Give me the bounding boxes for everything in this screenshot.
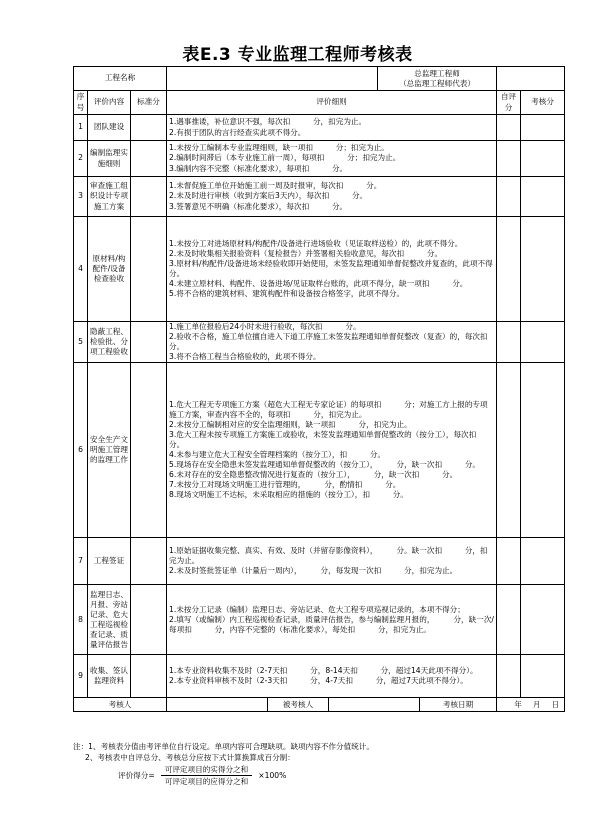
row-self-score[interactable] — [497, 363, 521, 538]
row-detail — [167, 322, 511, 363]
detail-line: 2.编制时间滞后（本专业施工前一周），每项扣 分；扣完为止。 — [169, 153, 401, 163]
detail-line: 2.有损于团队的言行经查实此项不得分。 — [169, 127, 306, 137]
table-row — [74, 655, 565, 698]
chief-engineer-label: 总监理工程师 （总监理工程师代表） — [399, 69, 475, 88]
notes — [73, 741, 564, 787]
row-content: 监理日志、月报、旁站记录、危大工程巡视检查记录、质量评估报告 — [88, 585, 131, 655]
row-seq: 1 — [74, 115, 88, 141]
detail-line: 1.危大工程无专项施工方案（超危大工程无专家论证）的每项扣 分；对施工方上报的专项施工方案，审查内容不全的，每项扣 分，扣完为止。 — [169, 399, 488, 419]
row-detail — [167, 585, 497, 655]
row-self-score[interactable] — [497, 115, 521, 141]
col-self-score: 自评分 — [497, 91, 521, 115]
row-detail — [167, 141, 497, 177]
detail-line: 1.未按分工编制本专业监理细则，缺一项扣 分；扣完为止。 — [169, 143, 389, 153]
row-self-score[interactable] — [497, 217, 521, 322]
detail-line: 5.将不合格的建筑材料、建筑构配件和设备按合格签字，此项不得分。 — [169, 289, 405, 299]
formula-denominator: 可评定项目的应得分之和 — [164, 777, 249, 786]
project-name-value[interactable] — [167, 67, 378, 90]
row-detail — [167, 655, 497, 698]
assessee-label: 被考核人 — [268, 698, 329, 711]
row-self-score[interactable] — [497, 538, 521, 585]
table-row — [74, 538, 565, 585]
row-standard-score[interactable] — [131, 115, 167, 141]
detail-line: 2.未按分工编制相对应的安全监理细则，缺一项扣 分，扣完为止。 — [169, 420, 412, 430]
row-content: 原材料/构配件/设备检查验收 — [88, 217, 131, 322]
col-standard: 标准分 — [131, 91, 167, 115]
row-standard-score[interactable] — [131, 585, 167, 655]
row-assess-score[interactable] — [521, 538, 565, 585]
project-row — [74, 67, 565, 91]
table-row — [74, 322, 565, 363]
col-content: 评价内容 — [88, 91, 131, 115]
row-assess-score[interactable] — [521, 363, 565, 538]
col-seq: 序号 — [74, 91, 88, 115]
row-standard-score[interactable] — [131, 363, 167, 538]
row-assess-score[interactable] — [521, 585, 565, 655]
row-standard-score[interactable] — [131, 655, 167, 698]
detail-line: 1.遇事推诿，补位意识不强，每次扣 分，扣完为止。 — [169, 117, 367, 127]
date-label: 考核日期 — [442, 699, 474, 709]
formula-numerator: 可评定项目的实得分之和 — [161, 764, 253, 776]
row-detail — [167, 177, 497, 217]
table-row — [74, 115, 565, 141]
row-standard-score[interactable] — [131, 322, 167, 363]
assessment-table — [73, 66, 565, 712]
detail-line: 1.原始证据收集完整、真实、有效、及时（并留存影像资料）， 分。缺一次扣 分，扣完为止。 — [169, 546, 488, 566]
row-seq: 4 — [74, 217, 88, 322]
date-value[interactable]: 年 月 日 — [497, 698, 565, 712]
note-line-2: 2、考核表中自评总分、考核总分应按下式计算换算成百分制： — [85, 753, 295, 762]
detail-line: 2.未及时签批签证单（计量后一周内）， 分，每发现一次扣 分，扣完为止。 — [169, 566, 458, 576]
row-seq: 5 — [74, 322, 88, 363]
detail-line: 1.未按分工对进场原材料/构配件/设备进行进场验收（见证取样送检）的，此项不得分。 — [169, 238, 463, 248]
col-assess-score: 考核分 — [521, 91, 565, 115]
row-content: 编制监理实施细则 — [88, 141, 131, 177]
table-row — [74, 177, 565, 217]
formula-fraction — [161, 764, 253, 787]
page-title: 表E.3 专业监理工程师考核表 — [182, 45, 413, 65]
row-content: 团队建设 — [88, 115, 131, 141]
row-content: 收集、签认监理资料 — [88, 655, 131, 698]
row-detail — [167, 115, 497, 141]
detail-line: 3.原材料/构配件/设备进场未经验收即开始使用，未签发监理通知单督促整改并复查的，此项不得分。 — [169, 258, 493, 278]
row-seq: 6 — [74, 363, 88, 538]
row-standard-score[interactable] — [131, 177, 167, 217]
row-assess-score[interactable] — [521, 177, 565, 217]
formula-label: 评价得分= — [118, 771, 155, 780]
row-detail — [167, 363, 500, 538]
column-header-row — [74, 91, 565, 115]
detail-line: 5.现场存在安全隐患未签发监理通知单督促整改的（按分工）， 分，缺一次扣 分。 — [169, 460, 481, 470]
col-detail: 评价细则 — [167, 91, 497, 115]
detail-line: 1.施工单位报验后24小时未进行验收，每次扣 分。 — [169, 322, 361, 331]
row-self-score[interactable] — [497, 655, 521, 698]
row-standard-score[interactable] — [131, 538, 167, 585]
row-self-score[interactable] — [497, 141, 521, 177]
row-assess-score[interactable] — [521, 115, 565, 141]
detail-line: 2.未及时收集相关报验资料（复检报告）并签署相关验收意见，每次扣 分。 — [169, 248, 443, 258]
note-line-1: 注：1、考核表分值由考评单位自行设定。单项内容可合理缺项。缺项内容不作分值统计。 — [73, 742, 374, 751]
detail-line: 3.危大工程未按专项施工方案施工或验收，未签发监理通知单督促整改的（按分工），每次扣 分。 — [169, 430, 500, 450]
detail-line: 3.编制内容不完整（标准化要求），每项扣 分。 — [169, 163, 348, 173]
detail-line: 2.验收不合格，施工单位擅自进入下道工序施工未签发监理通知单督促整改（复查）的，每次扣 分。 — [169, 332, 511, 352]
detail-line: 2.填写（或编制）内工程巡视检查记录，质量评估报告，参与编制监理月报的， 分，缺一次/每项扣 分，内容不完整的（标准化要求），每处扣 分，扣完为止。 — [169, 614, 494, 634]
detail-line: 1.本专业资料收集不及时（2-7天扣 分，8-14天扣 分，超过14天此项不得分）。 — [169, 666, 478, 676]
detail-line: 2.未及时进行审核（收到方案后3天内），每次扣 分。 — [169, 191, 368, 201]
detail-line: 3.签署意见不明确（标准化要求），每次扣 分。 — [169, 201, 348, 211]
row-seq: 3 — [74, 177, 88, 217]
detail-line: 8.现场文明施工不达标，未采取相应的措施的（按分工），扣 分。 — [169, 490, 408, 500]
detail-line: 7.未按分工对现场文明施工进行管理的， 分，酌情扣 分。 — [169, 480, 401, 490]
row-content: 审查施工组织设计专项施工方案 — [88, 177, 131, 217]
row-seq: 8 — [74, 585, 88, 655]
row-assess-score[interactable] — [521, 141, 565, 177]
row-self-score[interactable] — [497, 177, 521, 217]
assessor-value[interactable] — [167, 698, 268, 711]
table-row — [74, 217, 565, 322]
detail-line: 6.未对存在的安全隐患整改情况进行复查的（按分工）， 分，缺一次扣 分。 — [169, 470, 458, 480]
detail-line: 3.将不合格工程当合格验收的，此项不得分。 — [169, 352, 321, 362]
detail-line: 4.未参与建立危大工程安全管理档案的（按分工），扣 分。 — [169, 450, 386, 460]
row-detail — [167, 217, 497, 322]
row-content: 隐蔽工程、检验批、分项工程验收 — [88, 322, 131, 363]
row-self-score[interactable] — [497, 322, 521, 363]
project-name-label: 工程名称 — [74, 67, 167, 91]
row-self-score[interactable] — [497, 585, 521, 655]
detail-line: 1.未按分工记录（编制）监理日志、旁站记录、危大工程专项巡视记录的，本项不得分； — [169, 604, 465, 614]
row-seq: 2 — [74, 141, 88, 177]
detail-line: 2.本专业资料审核不及时（2-3天扣 分，4-7天扣 分，超过7天此项不得分）。 — [169, 676, 468, 686]
assessee-value[interactable] — [329, 698, 420, 711]
row-content: 安全生产文明施工管理的监理工作 — [88, 363, 131, 538]
table-row — [74, 363, 565, 538]
formula-factor: ×100% — [258, 771, 287, 780]
row-standard-score[interactable] — [131, 217, 167, 322]
detail-line: 4.未建立原材料、构配件、设备进场/见证取样台账的，此项不得分，缺一项扣 分。 — [169, 279, 468, 289]
row-seq: 9 — [74, 655, 88, 698]
row-standard-score[interactable] — [131, 141, 167, 177]
assessor-label: 考核人 — [74, 698, 167, 712]
row-assess-score[interactable] — [521, 322, 565, 363]
row-detail — [167, 538, 497, 585]
score-formula — [118, 764, 564, 787]
table-row — [74, 585, 565, 655]
row-seq: 7 — [74, 538, 88, 585]
table-row — [74, 141, 565, 177]
footer-row — [74, 698, 565, 712]
row-assess-score[interactable] — [521, 655, 565, 698]
chief-engineer-value[interactable] — [497, 67, 565, 91]
row-content: 工程签证 — [88, 538, 131, 585]
row-assess-score[interactable] — [521, 217, 565, 322]
detail-line: 1.未督促施工单位开始施工前一周及时报审，每次扣 分。 — [169, 181, 382, 191]
